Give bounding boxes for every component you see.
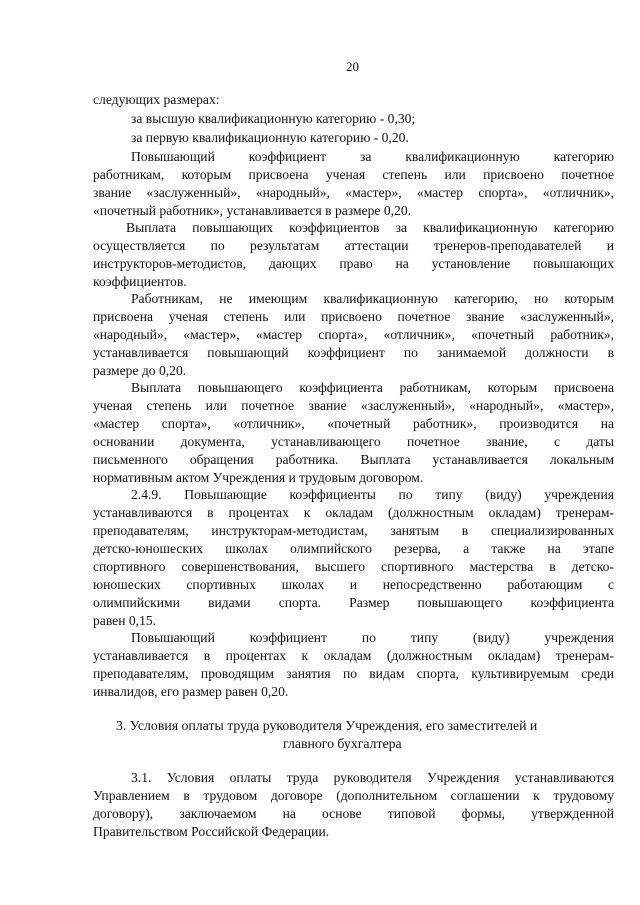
text-line: устанавливается повышающий коэффициент по занимаемой должности в	[93, 345, 614, 360]
text-line: устанавливается в процентах к окладам (должностным окладам) тренерам-	[93, 648, 614, 663]
text-line: устанавливаются в процентах к окладам (должностным окладам) тренерам-	[93, 505, 614, 520]
text-line: ученая степень или почетное звание «заслуженный», «народный», «мастер»,	[93, 398, 614, 413]
text-line: юношеских спортивных школах и непосредственно работающим с	[93, 577, 614, 592]
text-line: следующих размерах:	[93, 92, 220, 107]
text-line: размере до 0,20.	[93, 363, 187, 378]
text-line: за высшую квалификационную категорию - 0,30;	[131, 111, 416, 126]
text-line: письменного обращения работника. Выплата устанавливается локальным	[93, 452, 614, 467]
text-line: преподавателям, инструкторам-методистам, занятым в специализированных	[93, 523, 614, 538]
text-line: Управлением в трудовом договоре (дополнительном соглашении к трудовому	[93, 788, 614, 803]
text-line: 3.1. Условия оплаты труда руководителя Учреждения устанавливаются	[131, 770, 614, 785]
text-line: присвоена ученая степень или присвоено почетное звание «заслуженный»,	[93, 309, 614, 324]
text-line: «мастер спорта», «отличник», «почетный работник», производится на	[93, 416, 614, 431]
text-line: 2.4.9. Повышающие коэффициенты по типу (виду) учреждения	[131, 487, 614, 502]
text-line: Повышающий коэффициент за квалификационную категорию	[131, 149, 614, 164]
text-line: олимпийскими видами спорта. Размер повышающего коэффициента	[93, 595, 614, 610]
text-line: Повышающий коэффициент по типу (виду) учреждения	[131, 630, 614, 645]
text-line: за первую квалификационную категорию - 0,20.	[131, 130, 409, 145]
text-line: равен 0,15.	[93, 613, 157, 628]
section-heading: 3. Условия оплаты труда руководителя Учреждения, его заместителей и	[116, 718, 538, 733]
text-line: Работникам, не имеющим квалификационную категорию, но которым	[131, 291, 614, 306]
text-line: спортивного совершенствования, высшего спортивного мастерства в детско-	[93, 559, 614, 574]
section-heading: главного бухгалтера	[283, 736, 402, 751]
text-line: преподавателям, проводящим занятия по видам спорта, культивируемым среди	[93, 666, 614, 681]
text-line: детско-юношеских школах олимпийского резерва, а также на этапе	[93, 541, 614, 556]
text-line: коэффициентов.	[93, 274, 187, 289]
page-number: 20	[346, 59, 359, 74]
text-line: Выплата повышающего коэффициента работникам, которым присвоена	[131, 380, 614, 395]
text-line: осуществляется по результатам аттестации тренеров-преподавателей и	[93, 238, 614, 253]
text-line: нормативным актом Учреждения и трудовым договором.	[93, 470, 424, 485]
text-line: инвалидов, его размер равен 0,20.	[93, 684, 289, 699]
text-line: Правительством Российской Федерации.	[93, 824, 330, 839]
text-line: работникам, которым присвоена ученая степень или присвоено почетное	[93, 167, 614, 182]
text-line: договору), заключаемом на основе типовой формы, утвержденной	[93, 806, 614, 821]
text-line: Выплата повышающих коэффициентов за квалификационную категорию	[126, 220, 614, 235]
text-line: «почетный работник», устанавливается в размере 0,20.	[93, 203, 412, 218]
text-line: инструкторов-методистов, дающих право на установление повышающих	[93, 256, 614, 271]
text-line: «народный», «мастер», «мастер спорта», «отличник», «почетный работник»,	[93, 327, 614, 342]
text-line: основании документа, устанавливающего почетное звание, с даты	[93, 434, 614, 449]
text-line: звание «заслуженный», «народный», «мастер», «мастер спорта», «отличник»,	[93, 185, 614, 200]
